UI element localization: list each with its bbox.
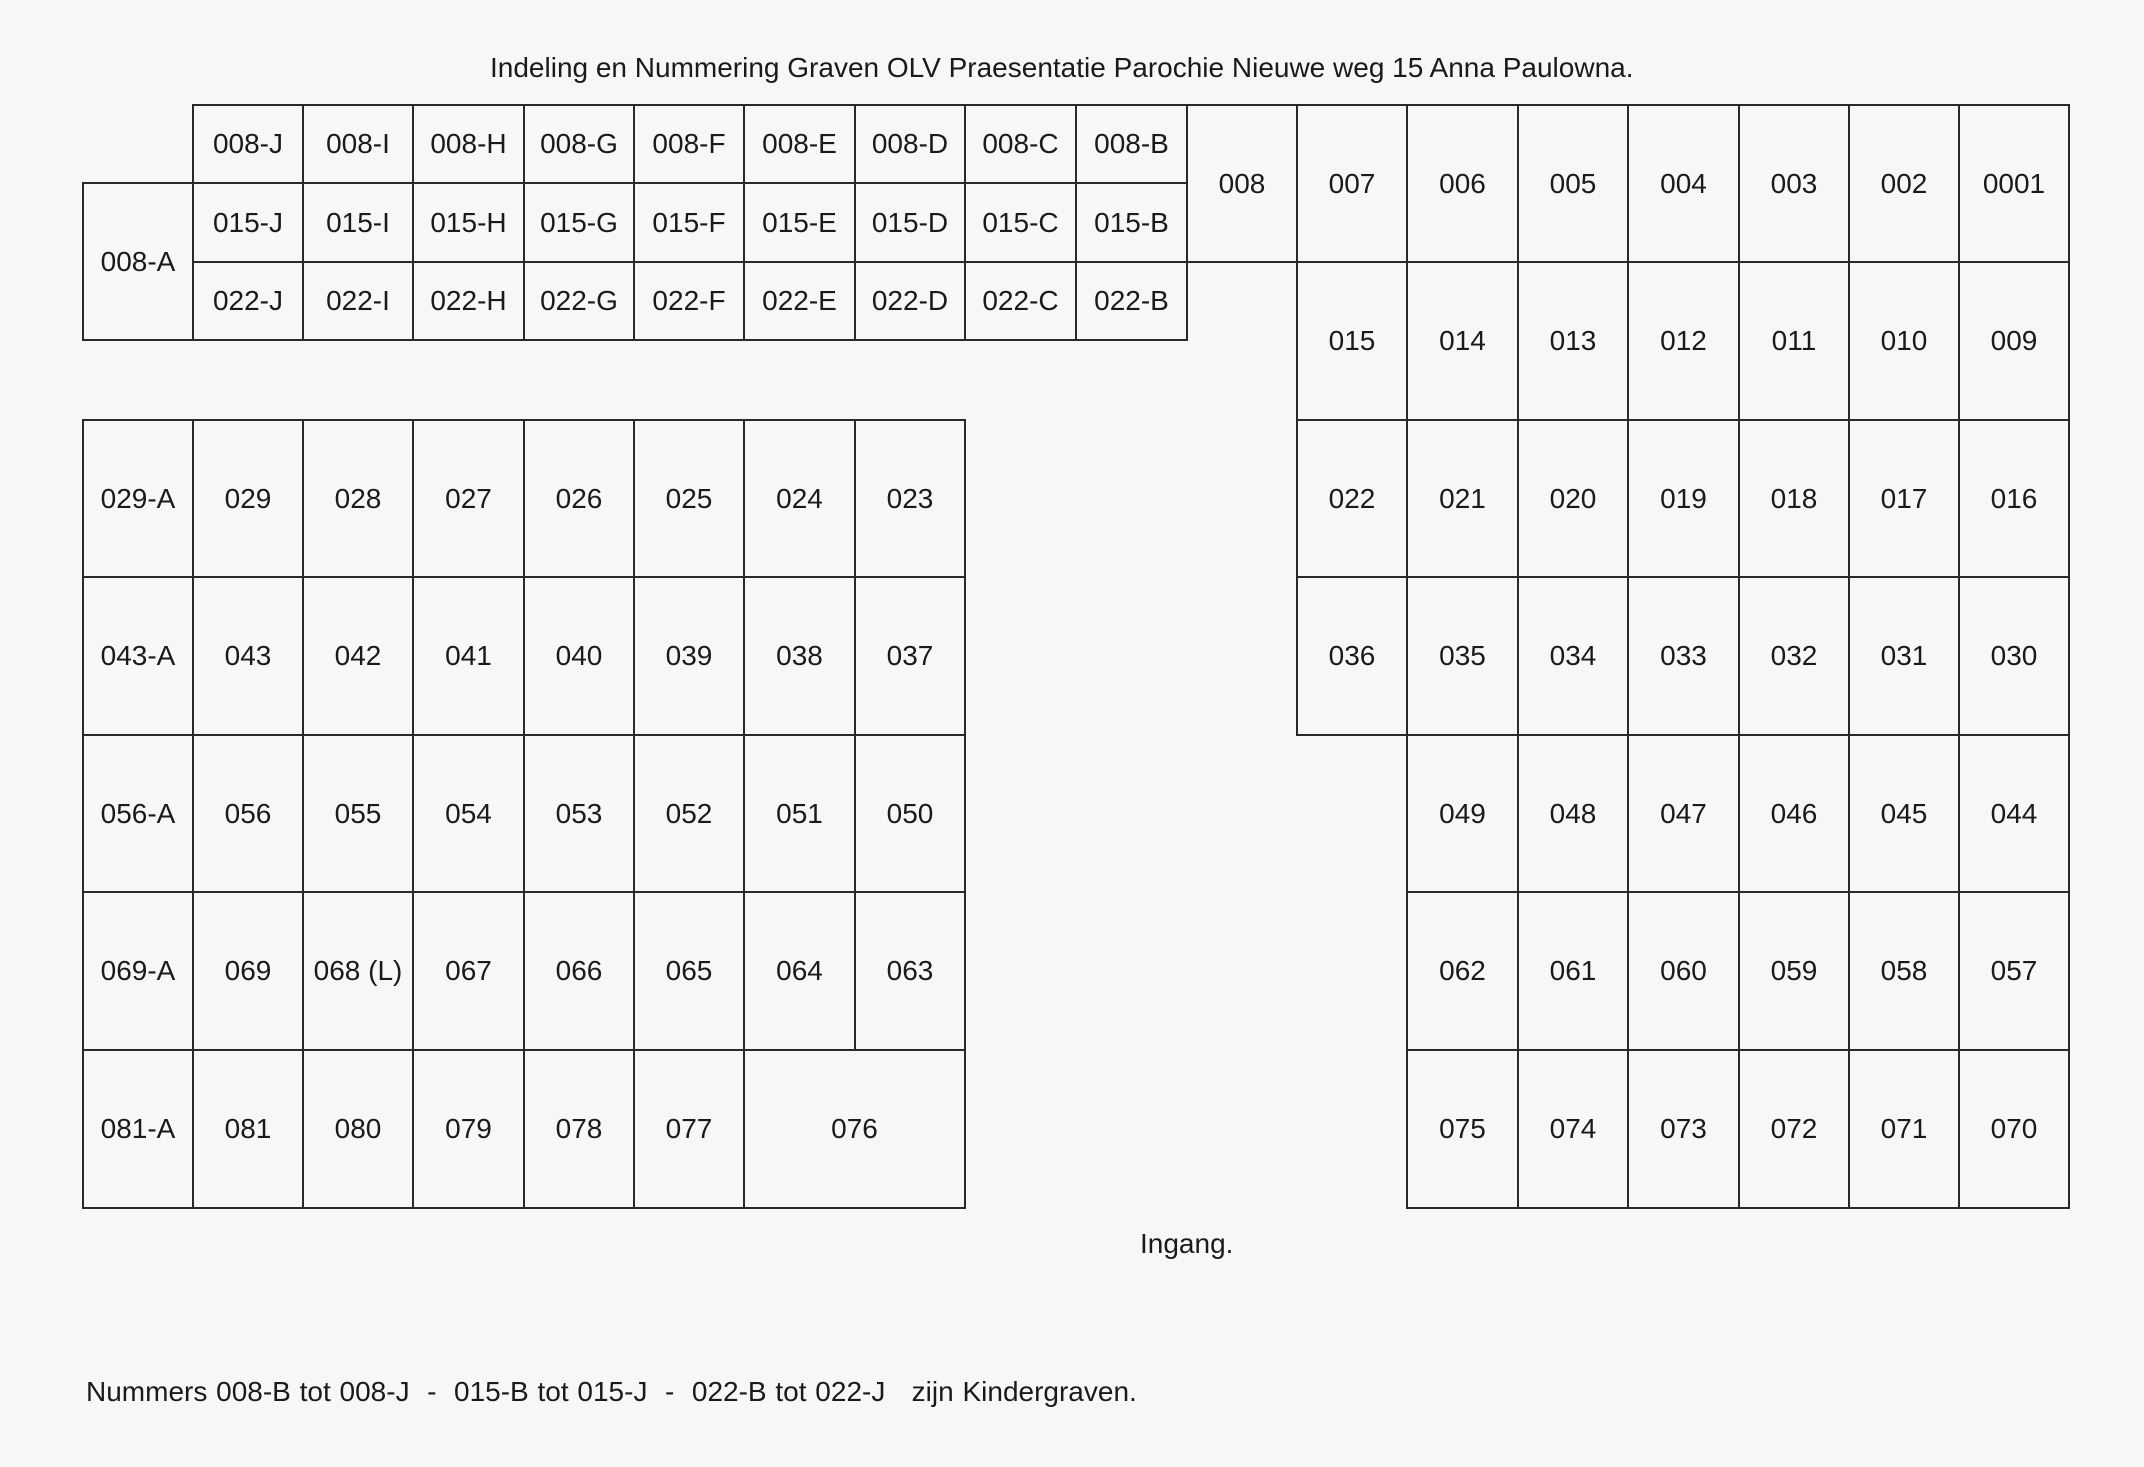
child-grave-plot: 022-D: [854, 261, 966, 341]
grave-plot: 058: [1848, 891, 1960, 1051]
grave-plot: 033: [1627, 576, 1740, 736]
grave-plot: 006: [1406, 104, 1519, 263]
child-grave-plot: 022-I: [302, 261, 414, 341]
grave-plot-008-a: 008-A: [82, 182, 194, 341]
grave-plot: 038: [743, 576, 856, 736]
grave-plot: 031: [1848, 576, 1960, 736]
grave-plot: 017: [1848, 419, 1960, 578]
grave-plot: 010: [1848, 261, 1960, 421]
child-grave-plot: 022-B: [1075, 261, 1188, 341]
child-grave-plot: 008-E: [743, 104, 856, 184]
grave-plot: 078: [523, 1049, 635, 1209]
grave-plot: 061: [1517, 891, 1629, 1051]
grave-plot: 043-A: [82, 576, 194, 736]
grave-plot: 046: [1738, 734, 1850, 893]
child-grave-plot: 015-I: [302, 182, 414, 263]
grave-plot: 021: [1406, 419, 1519, 578]
grave-plot-076: 076: [743, 1049, 966, 1209]
grave-plot: 011: [1738, 261, 1850, 421]
grave-plot: 023: [854, 419, 966, 578]
grave-plot: 069-A: [82, 891, 194, 1051]
grave-plot: 039: [633, 576, 745, 736]
grave-plot: 055: [302, 734, 414, 893]
grave-plot: 003: [1738, 104, 1850, 263]
grave-plot: 029: [192, 419, 304, 578]
child-grave-plot: 015-G: [523, 182, 635, 263]
grave-plot: 018: [1738, 419, 1850, 578]
grave-plot: 063: [854, 891, 966, 1051]
grave-plot: 022: [1296, 419, 1408, 578]
grave-plot: 057: [1958, 891, 2070, 1051]
grave-plot: 030: [1958, 576, 2070, 736]
grave-plot: 014: [1406, 261, 1519, 421]
grave-plot: 052: [633, 734, 745, 893]
grave-plot: 053: [523, 734, 635, 893]
child-grave-plot: 015-B: [1075, 182, 1188, 263]
grave-plot: 071: [1848, 1049, 1960, 1209]
child-grave-plot: 015-D: [854, 182, 966, 263]
grave-plot: 049: [1406, 734, 1519, 893]
child-grave-plot: 008-I: [302, 104, 414, 184]
grave-plot: 013: [1517, 261, 1629, 421]
grave-plot: 051: [743, 734, 856, 893]
child-grave-plot: 008-D: [854, 104, 966, 184]
child-grave-plot: 022-C: [964, 261, 1077, 341]
grave-plot: 073: [1627, 1049, 1740, 1209]
entrance-label: Ingang.: [1140, 1228, 1234, 1259]
grave-plot: 002: [1848, 104, 1960, 263]
grave-plot: 064: [743, 891, 856, 1051]
grave-plot: 041: [412, 576, 525, 736]
grave-plot: 079: [412, 1049, 525, 1209]
grave-plot: 004: [1627, 104, 1740, 263]
grave-plot-008: 008: [1186, 104, 1298, 263]
child-grave-plot: 022-H: [412, 261, 525, 341]
grave-plot: 024: [743, 419, 856, 578]
grave-plot: 0001: [1958, 104, 2070, 263]
child-grave-plot: 015-J: [192, 182, 304, 263]
child-grave-plot: 015-E: [743, 182, 856, 263]
child-grave-plot: 008-B: [1075, 104, 1188, 184]
child-grave-plot: 015-F: [633, 182, 745, 263]
grave-plot: 016: [1958, 419, 2070, 578]
grave-plot: 040: [523, 576, 635, 736]
child-grave-plot: 008-J: [192, 104, 304, 184]
grave-plot: 070: [1958, 1049, 2070, 1209]
grave-plot: 065: [633, 891, 745, 1051]
child-grave-plot: 015-H: [412, 182, 525, 263]
child-grave-plot: 022-E: [743, 261, 856, 341]
child-grave-plot: 008-F: [633, 104, 745, 184]
grave-plot: 081-A: [82, 1049, 194, 1209]
grave-plot: 007: [1296, 104, 1408, 263]
grave-plot: 036: [1296, 576, 1408, 736]
grave-plot: 029-A: [82, 419, 194, 578]
grave-plot: 012: [1627, 261, 1740, 421]
grave-plot: 077: [633, 1049, 745, 1209]
grave-plot: 034: [1517, 576, 1629, 736]
grave-plot: 035: [1406, 576, 1519, 736]
page-title: Indeling en Nummering Graven OLV Praesentatie Parochie Nieuwe weg 15 Anna Paulowna.: [490, 52, 1634, 83]
grave-plot: 019: [1627, 419, 1740, 578]
grave-plot: 060: [1627, 891, 1740, 1051]
grave-plot: 050: [854, 734, 966, 893]
child-grave-plot: 022-F: [633, 261, 745, 341]
grave-plot: 005: [1517, 104, 1629, 263]
grave-plot: 047: [1627, 734, 1740, 893]
grave-plot: 068 (L): [302, 891, 414, 1051]
grave-plot: 027: [412, 419, 525, 578]
grave-plot: 080: [302, 1049, 414, 1209]
grave-plot: 044: [1958, 734, 2070, 893]
grave-plot: 074: [1517, 1049, 1629, 1209]
grave-plot: 072: [1738, 1049, 1850, 1209]
grave-plot: 054: [412, 734, 525, 893]
grave-plot: 026: [523, 419, 635, 578]
child-grave-plot: 015-C: [964, 182, 1077, 263]
grave-plot: 032: [1738, 576, 1850, 736]
grave-plot: 075: [1406, 1049, 1519, 1209]
grave-plot: 056: [192, 734, 304, 893]
child-grave-plot: 008-H: [412, 104, 525, 184]
child-grave-plot: 008-G: [523, 104, 635, 184]
grave-plot: 028: [302, 419, 414, 578]
grave-plot: 056-A: [82, 734, 194, 893]
grave-plot: 043: [192, 576, 304, 736]
grave-plot: 048: [1517, 734, 1629, 893]
grave-plot: 067: [412, 891, 525, 1051]
grave-plot: 020: [1517, 419, 1629, 578]
footnote: Nummers 008-B tot 008-J - 015-B tot 015-J - 022-B tot 022-J zijn Kindergraven.: [86, 1376, 1137, 1407]
grave-plot: 081: [192, 1049, 304, 1209]
grave-plot: 037: [854, 576, 966, 736]
child-grave-plot: 022-G: [523, 261, 635, 341]
grave-plot: 015: [1296, 261, 1408, 421]
grave-plot: 062: [1406, 891, 1519, 1051]
grave-plot: 009: [1958, 261, 2070, 421]
grave-plot: 066: [523, 891, 635, 1051]
grave-plot: 059: [1738, 891, 1850, 1051]
grave-plot: 045: [1848, 734, 1960, 893]
child-grave-plot: 022-J: [192, 261, 304, 341]
grave-plot: 042: [302, 576, 414, 736]
grave-plot: 069: [192, 891, 304, 1051]
grave-plot: 025: [633, 419, 745, 578]
child-grave-plot: 008-C: [964, 104, 1077, 184]
